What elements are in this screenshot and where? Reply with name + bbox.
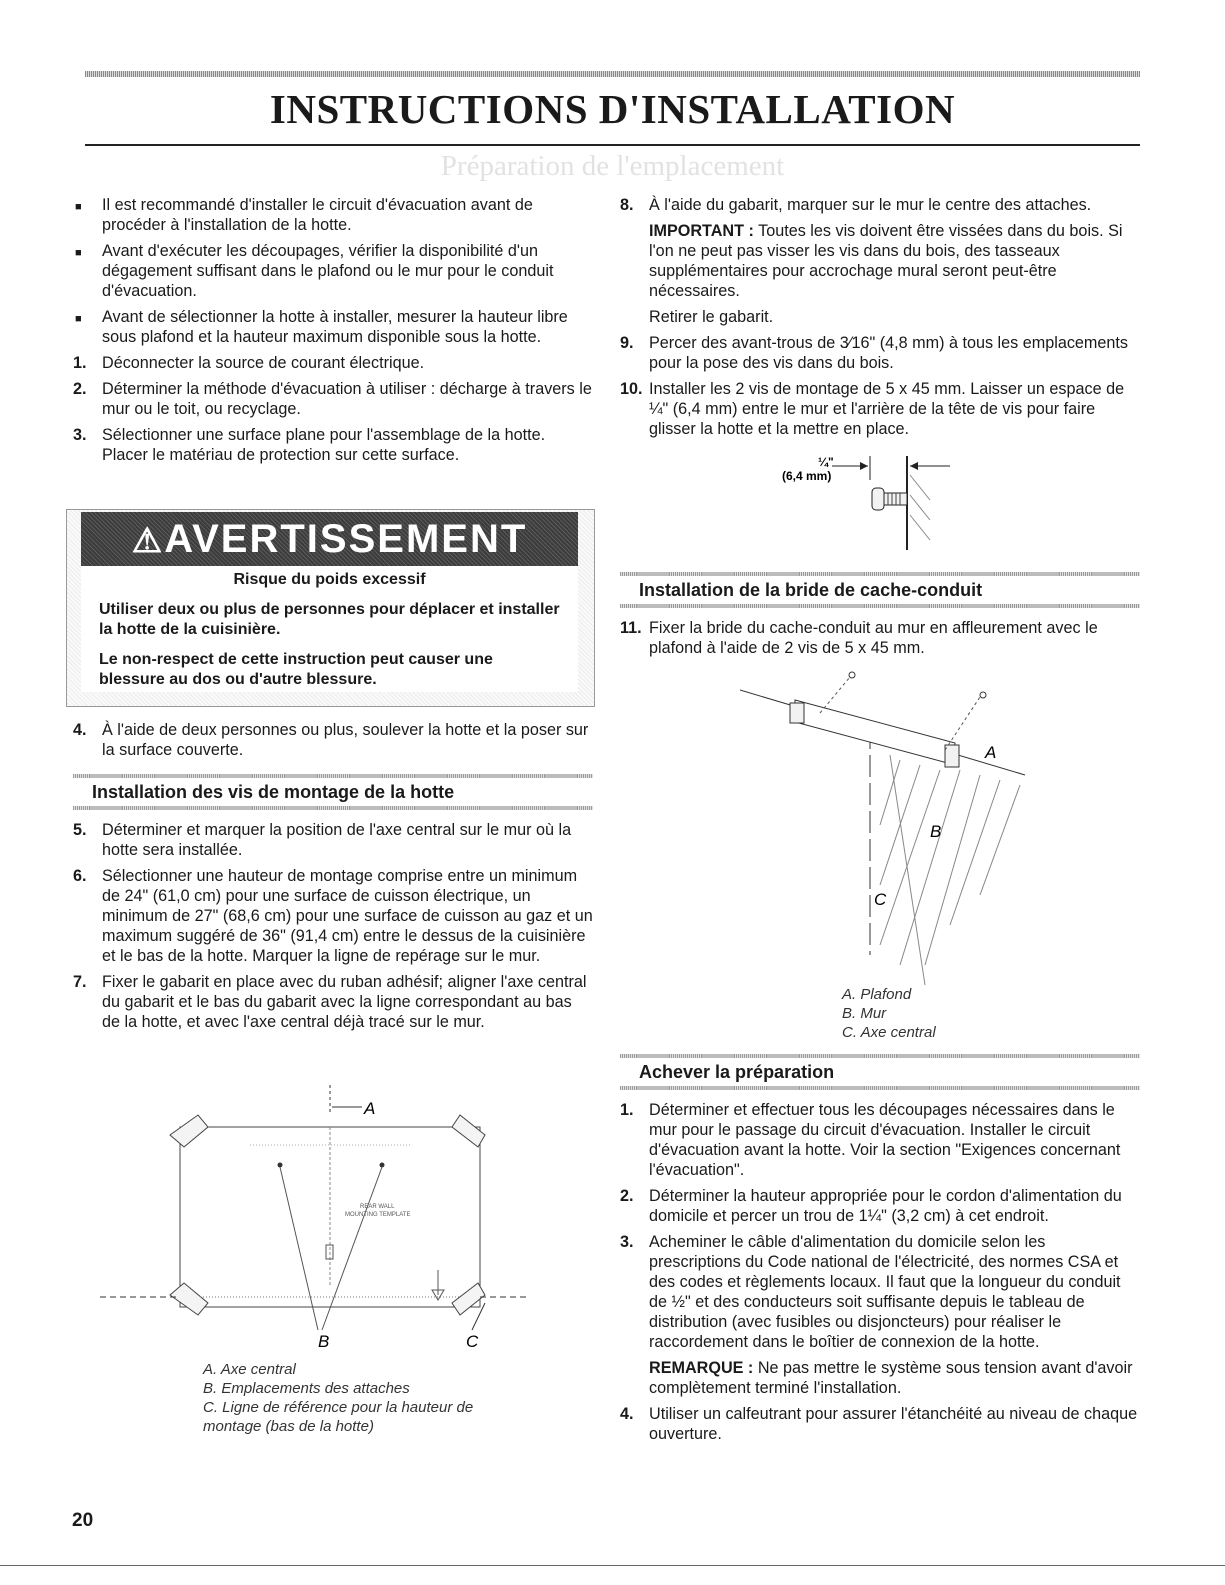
figure3-captions: [842, 985, 1042, 1042]
step-4: 4. À l'aide de deux personnes ou plus, soulever la hotte et la poser sur la surface couverte.: [73, 721, 589, 759]
step-9: 9. Percer des avant-trous de 3⁄16" (4,8 mm) à tous les emplacements pour la pose des vis dans du bois.: [620, 334, 1129, 372]
right-column-lower: [620, 1040, 1140, 1450]
warning-body: [81, 566, 578, 692]
page-number: 20: [72, 1510, 94, 1531]
fig3-label-a: A: [985, 743, 997, 762]
title-underline: [85, 144, 1140, 146]
warning-hazard: Risque du poids excessif: [233, 571, 426, 588]
screw-gap-figure: [770, 450, 970, 555]
step-6: 6. Sélectionner une hauteur de montage comprise entre un minimum de 24" (61,0 cm) pour une surface de cuisson électrique, un minimum de 27" (68,6 cm) pour une surface de cuisson au gaz et un maximum suggéré de 36" (91,4 cm) entre le dessus de la cuisinière et le bas de la hotte. Marquer la ligne de repérage sur le mur.: [73, 867, 593, 965]
final-step-4: 4. Utiliser un calfeutrant pour assurer l'étanchéité au niveau de chaque ouverture.: [620, 1405, 1138, 1443]
final-step-1: 1. Déterminer et effectuer tous les découpages nécessaires dans le mur pour le passage du circuit d'évacuation. Installer le circuit d'évacuation avant la hotte. Voir la section "Exigences concernant l'évacuation".: [620, 1101, 1121, 1179]
bullet-item: ■ Avant d'exécuter les découpages, vérifier la disponibilité d'un dégagement suffisant dans le plafond ou le mur pour le conduit d'évacuation.: [75, 242, 554, 300]
step-1: 1. Déconnecter la source de courant électrique.: [73, 354, 425, 372]
fig1-label-b: B: [318, 1332, 330, 1351]
fig2-dim-in: ¼": [818, 455, 834, 469]
caption: A. Plafond: [842, 986, 912, 1003]
section-subtitle: Préparation de l'emplacement: [440, 150, 785, 182]
duct-bracket-figure: [740, 665, 1040, 985]
top-rule: [85, 71, 1140, 77]
warning-line-1: Utiliser deux ou plus de personnes pour déplacer et installer la hotte de la cuisinière.: [99, 601, 560, 638]
step-5: 5. Déterminer et marquer la position de l'axe central sur le mur où la hotte sera installée.: [73, 821, 572, 859]
step-11: 11. Fixer la bride du cache-conduit au mur en affleurement avec le plafond à l'aide de 2 vis de 5 x 45 mm.: [620, 619, 1098, 657]
template-text-2: MOUNTING TEMPLATE: [345, 1212, 411, 1218]
bullet-item: ■ Il est recommandé d'installer le circuit d'évacuation avant de procéder à l'installation de la hotte.: [75, 196, 533, 234]
warning-title: AVERTISSEMENT: [164, 517, 528, 561]
warning-line-2: Le non-respect de cette instruction peut causer une blessure au dos ou d'autre blessure.: [99, 651, 493, 688]
fig3-label-b: B: [930, 822, 942, 841]
warning-triangle-icon: ⚠: [131, 522, 165, 560]
fig1-label-a: A: [364, 1099, 376, 1118]
figure1-captions: [203, 1360, 493, 1436]
step-2: 2. Déterminer la méthode d'évacuation à utiliser : décharge à travers le mur ou le toit, ou recyclage.: [73, 380, 592, 418]
caption: B. Mur: [842, 1005, 887, 1022]
warning-header: [81, 512, 578, 566]
final-step-3: 3. Acheminer le câble d'alimentation du domicile selon les prescriptions du Code national de l'électricité, des normes CSA et des codes et règlements locaux. Il faut que la longueur du conduit de ½" et des conducteurs soit suffisante depuis le tableau de distribution (avec fusibles ou disjoncteurs) pour réaliser le raccordement dans le boîtier de connexion de la hotte.: [620, 1233, 1121, 1351]
step-3: 3. Sélectionner une surface plane pour l'assemblage de la hotte. Placer le matériau de protection sur cette surface.: [73, 426, 546, 464]
caption: A. Axe central: [203, 1361, 296, 1378]
mounting-template-figure: [100, 1085, 540, 1355]
left-column-lower: [73, 720, 593, 1038]
fig2-dim-mm: (6,4 mm): [782, 469, 832, 483]
step-8: 8. À l'aide du gabarit, marquer sur le mur le centre des attaches.: [620, 196, 1092, 214]
final-step-2: 2. Déterminer la hauteur appropriée pour le cordon d'alimentation du domicile et percer un trou de 1¼" (3,2 cm) à cet endroit.: [620, 1187, 1122, 1225]
remark-note: REMARQUE : Ne pas mettre le système sous tension avant d'avoir complètement terminé l'installation.: [649, 1359, 1133, 1397]
caption: B. Emplacements des attaches: [203, 1380, 410, 1397]
right-column: [620, 195, 1140, 445]
fig3-label-c: C: [874, 890, 887, 909]
remove-template-note: Retirer le gabarit.: [649, 308, 774, 326]
section-heading-mounting-screws: Installation des vis de montage de la hotte: [92, 782, 455, 802]
bottom-rule: [0, 1565, 1225, 1566]
section-heading-finish-preparation: Achever la préparation: [639, 1062, 835, 1082]
right-column-middle: [620, 558, 1140, 664]
step-7: 7. Fixer le gabarit en place avec du ruban adhésif; aligner l'axe central du gabarit et le bas du gabarit avec la ligne correspondant au bas de la hotte, et avec l'axe central déjà tracé sur le mur.: [73, 973, 587, 1031]
left-column: [73, 195, 593, 471]
warning-box: [66, 509, 595, 707]
fig1-label-c: C: [466, 1332, 479, 1351]
important-note: IMPORTANT : Toutes les vis doivent être vissées dans du bois. Si l'on ne peut pas visser les vis dans du bois, des tasseaux supplémentaires pour accrochage mural seront peut-être nécessaires.: [649, 222, 1123, 300]
caption: C. Axe central: [842, 1024, 936, 1041]
caption: C. Ligne de référence pour la hauteur de montage (bas de la hotte): [203, 1399, 474, 1435]
bullet-item: ■ Avant de sélectionner la hotte à installer, mesurer la hauteur libre sous plafond et la hauteur maximum disponible sous la hotte.: [75, 308, 568, 346]
step-10: 10. Installer les 2 vis de montage de 5 x 45 mm. Laisser un espace de ¼" (6,4 mm) entre le mur et l'arrière de la tête de vis pour faire glisser la hotte et la mettre en place.: [620, 380, 1125, 438]
page-title: INSTRUCTIONS D'INSTALLATION: [269, 86, 956, 132]
template-text-1: REAR WALL: [360, 1204, 395, 1210]
section-heading-duct-bracket: Installation de la bride de cache-conduit: [639, 580, 983, 600]
